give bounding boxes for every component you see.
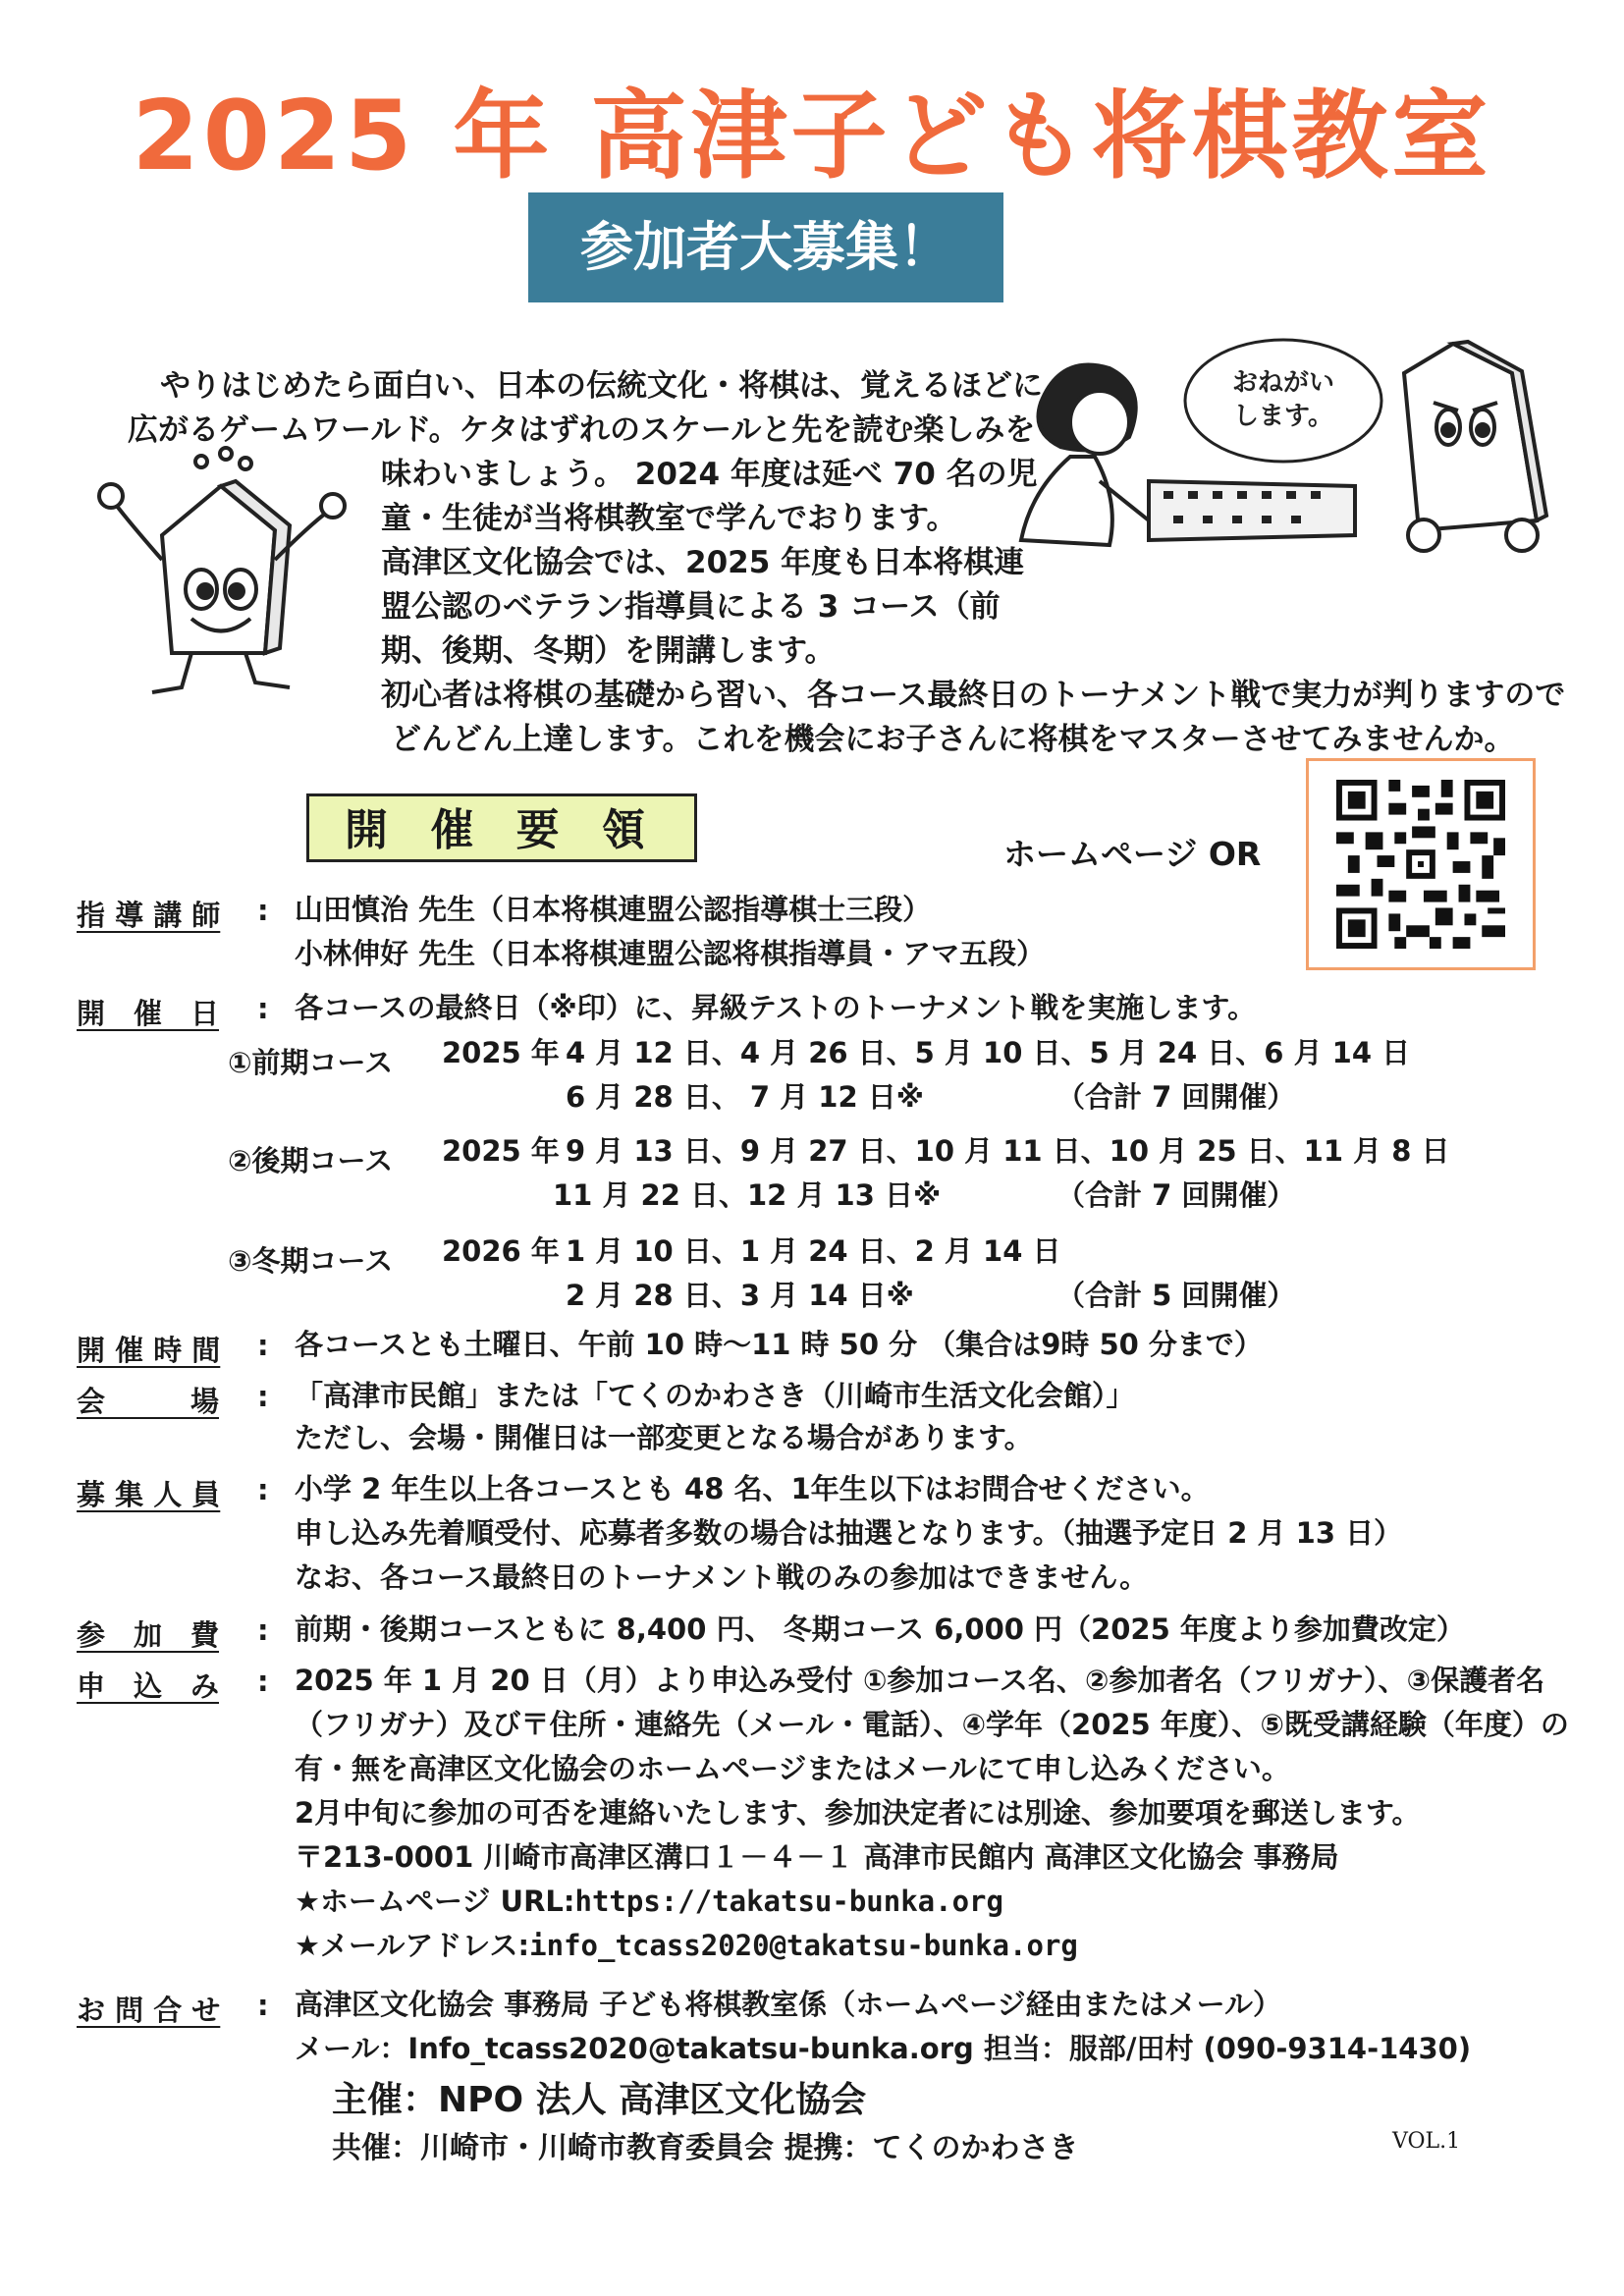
time-text: 各コースとも土曜日、午前 10 時～11 時 50 分 （集合は9時 50 分まで）: [295, 1328, 1263, 1361]
dates-label: 開 催 日: [77, 997, 220, 1030]
colon: :: [257, 992, 269, 1025]
speech-bubble: [1185, 340, 1381, 462]
course-1-name: ①前期コース: [228, 1046, 394, 1079]
capacity-line-2: 申し込み先着順受付、応募者多数の場合は抽選となります。（抽選予定日 2 月 13 日）: [295, 1516, 1403, 1550]
organizer: 主催：NPO 法人 高津区文化協会: [332, 2080, 867, 2120]
course-1-dates-line1: 4 月 12 日、4 月 26 日、5 月 10 日、5 月 24 日、6 月 14 日: [566, 1036, 1411, 1069]
intro-line-6: 盟公認のベテラン指導員による 3 コース（前: [381, 589, 1001, 625]
cosponsor: 共催：川崎市・川崎市教育委員会 提携：てくのかわさき: [332, 2131, 1079, 2165]
course-2-total: （合計 7 回開催）: [1056, 1178, 1296, 1212]
course-3-dates-line2: 2 月 28 日、3 月 14 日※: [566, 1279, 914, 1312]
fee-label: 参 加 費: [77, 1618, 220, 1652]
course-3-dates-line1: 1 月 10 日、1 月 24 日、2 月 14 日: [566, 1234, 1061, 1268]
course-2-dates-line2: 11 月 22 日、12 月 13 日※: [553, 1178, 942, 1212]
instructor-2: 小林伸好 先生（日本将棋連盟公認将棋指導員・アマ五段）: [295, 937, 1046, 970]
speech-bubble-line-2: します。: [1233, 402, 1333, 431]
email-link[interactable]: info_tcass2020@takatsu-bunka.org: [529, 1929, 1078, 1962]
course-1-year: 2025 年: [442, 1036, 560, 1069]
colon: :: [257, 1473, 269, 1506]
homepage-url-label: ★ホームページ URL:: [295, 1885, 575, 1918]
apply-line-1: 2025 年 1 月 20 日（月）より申込み受付 ①参加コース名、②参加者名（フリガナ）、③保護者名: [295, 1664, 1545, 1697]
apply-label: 申 込 み: [77, 1669, 220, 1703]
course-1-total: （合計 7 回開催）: [1056, 1080, 1296, 1114]
page-title: 2025 年 高津子ども将棋教室: [132, 81, 1492, 192]
venue-line-2: ただし、会場・開催日は一部変更となる場合があります。: [295, 1421, 1033, 1454]
intro-line-8: 初心者は将棋の基礎から習い、各コース最終日のトーナメント戦で実力が判りますので: [381, 678, 1566, 713]
contact-line-2: メール：Info_tcass2020@takatsu-bunka.org 担当：服部/田村 (090-9314-1430): [295, 2032, 1472, 2065]
homepage-or-label: ホームページ OR: [1003, 835, 1262, 873]
speech-bubble-line-1: おねがい: [1231, 368, 1335, 398]
course-3-total: （合計 5 回開催）: [1056, 1279, 1296, 1312]
capacity-line-1: 小学 2 年生以上各コースとも 48 名、1年生以下はお問合せください。: [295, 1472, 1210, 1505]
course-2-name: ②後期コース: [228, 1144, 394, 1177]
venue-label: 会 場: [77, 1385, 220, 1418]
intro-line-9: どんどん上達します。これを機会にお子さんに将棋をマスターさせてみませんか。: [391, 722, 1515, 757]
venue-line-1: 「高津市民館」または「てくのかわさき（川崎市生活文化会館）」: [295, 1379, 1135, 1412]
colon: :: [257, 894, 269, 927]
apply-line-5: 〒213-0001 川崎市高津区溝口１－４－１ 高津市民館内 高津区文化協会 事務局: [295, 1840, 1339, 1874]
apply-line-2: （フリガナ）及び〒住所・連絡先（メール・電話）、④学年（2025 年度）、⑤既受講経験（年度）の: [295, 1708, 1569, 1741]
homepage-url-link[interactable]: https://takatsu-bunka.org: [574, 1885, 1003, 1918]
colon: :: [257, 1329, 269, 1362]
section-heading: 開 催 要 領: [306, 793, 697, 862]
colon: :: [257, 1380, 269, 1413]
apply-line-3: 有・無を高津区文化協会のホームページまたはメールにて申し込みください。: [295, 1752, 1290, 1785]
intro-line-5: 高津区文化協会では、2025 年度も日本将棋連: [381, 545, 1025, 580]
apply-line-4: 2月中旬に参加の可否を連絡いたします、参加決定者には別途、参加要項を郵送します。: [295, 1796, 1421, 1830]
time-label: 開 催 時 間: [77, 1334, 221, 1367]
contact-line-1: 高津区文化協会 事務局 子ども将棋教室係（ホームページ経由またはメール）: [295, 1988, 1282, 2021]
intro-line-4: 童・生徒が当将棋教室で学んでおります。: [381, 501, 957, 536]
qr-code-frame[interactable]: [1306, 758, 1536, 970]
volume-number: VOL.1: [1392, 2129, 1461, 2154]
course-3-name: ③冬期コース: [228, 1244, 394, 1278]
course-1-dates-line2: 6 月 28 日、 7 月 12 日※: [566, 1080, 924, 1114]
girl-playing-shogi-illustration: [1001, 334, 1581, 579]
homepage-url-row: [295, 1887, 1003, 1916]
instructors-label: 指 導 講 師: [77, 899, 221, 932]
intro-line-7: 期、後期、冬期）を開講します。: [381, 633, 836, 669]
intro-line-3: 味わいましょう。 2024 年度は延べ 70 名の児: [381, 457, 1038, 492]
contact-label: お 問 合 せ: [77, 1994, 221, 2027]
course-3-year: 2026 年: [442, 1234, 560, 1268]
intro-line-1: やりはじめたら面白い、日本の伝統文化・将棋は、覚えるほどに: [160, 368, 1043, 404]
course-2-dates-line1: 9 月 13 日、9 月 27 日、10 月 11 日、10 月 25 日、11 月 8 日: [566, 1134, 1450, 1168]
recruit-banner: 参加者大募集！: [528, 192, 1003, 302]
email-label: ★メールアドレス:: [295, 1929, 530, 1962]
shogi-piece-mascot-left-illustration: [93, 442, 358, 707]
email-row: [295, 1929, 1078, 1962]
instructor-1: 山田慎治 先生（日本将棋連盟公認指導棋士三段）: [295, 893, 932, 926]
colon: :: [257, 1665, 269, 1698]
qr-code-icon[interactable]: [1336, 780, 1505, 949]
dates-note: 各コースの最終日（※印）に、昇級テストのトーナメント戦を実施します。: [295, 991, 1257, 1024]
capacity-line-3: なお、各コース最終日のトーナメント戦のみの参加はできません。: [295, 1560, 1149, 1594]
colon: :: [257, 1613, 269, 1647]
capacity-label: 募 集 人 員: [77, 1478, 221, 1511]
fee-text: 前期・後期コースともに 8,400 円、 冬期コース 6,000 円（2025 年度より参加費改定）: [295, 1613, 1465, 1646]
colon: :: [257, 1989, 269, 2022]
course-2-year: 2025 年: [442, 1134, 560, 1168]
intro-line-2: 広がるゲームワールド。ケタはずれのスケールと先を読む楽しみを: [128, 412, 1036, 448]
